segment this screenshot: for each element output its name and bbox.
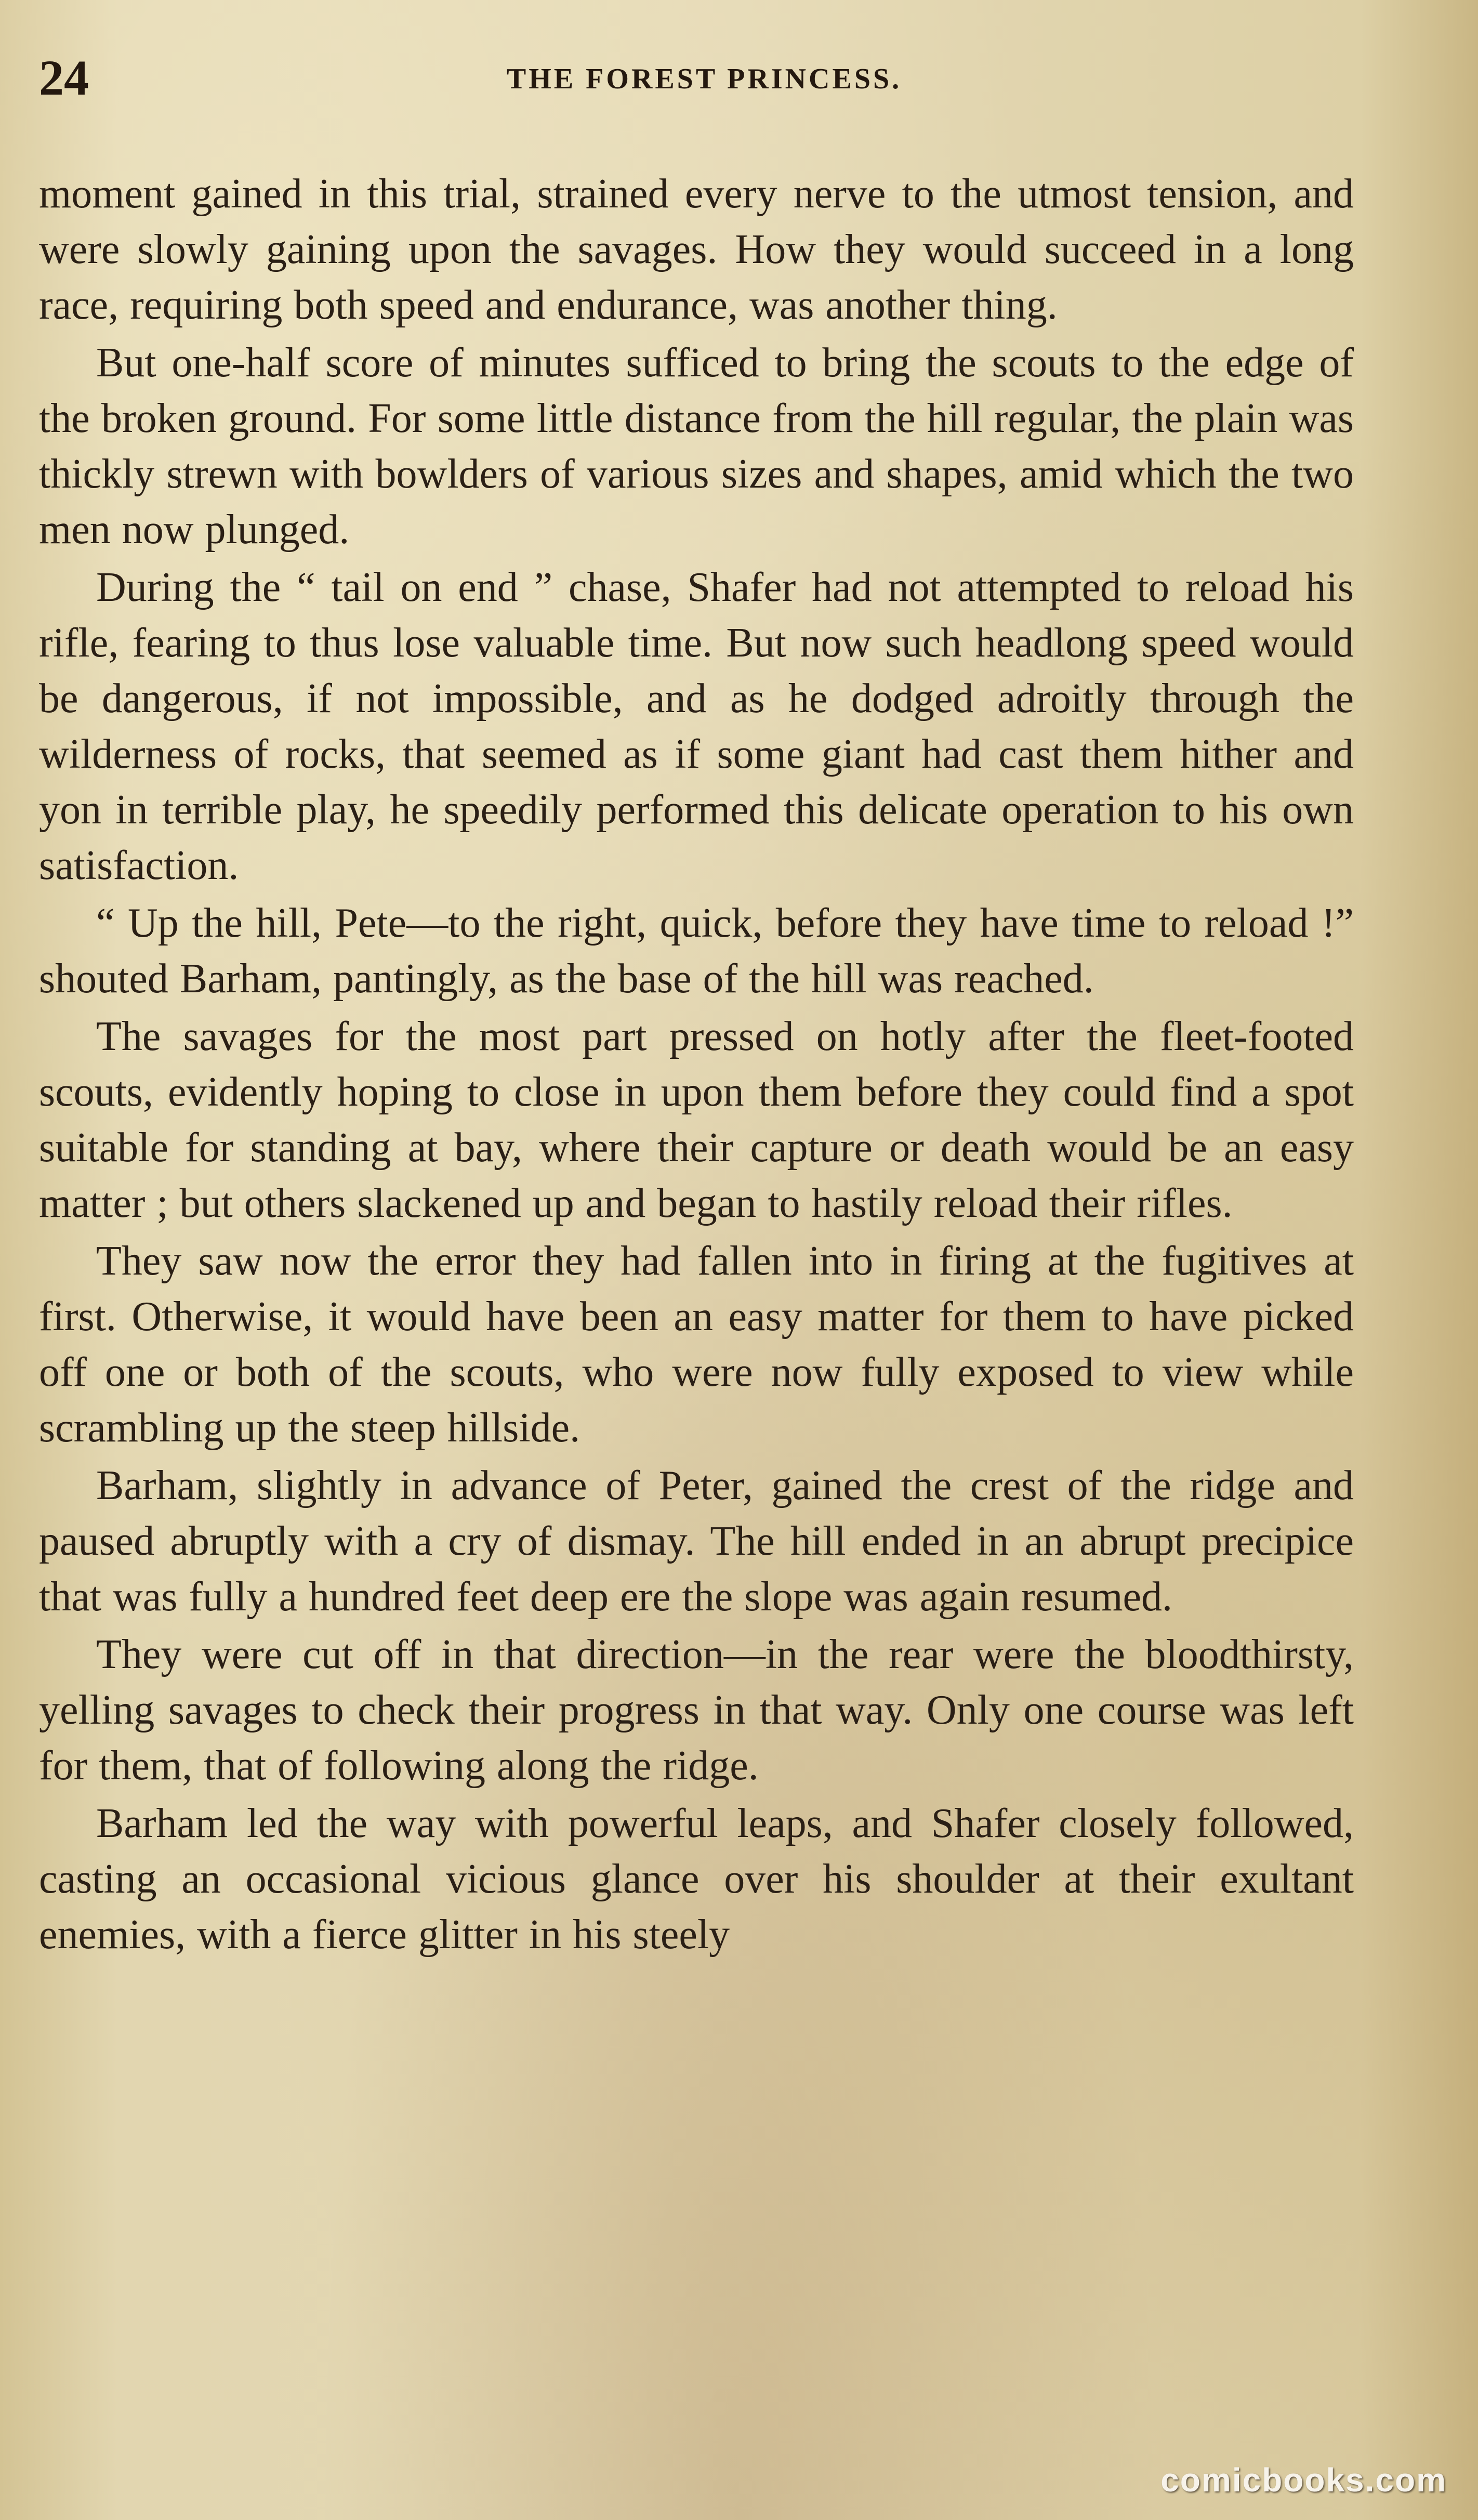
page-header: [39, 49, 1369, 107]
paragraph: Barham, slightly in advance of Peter, gained the crest of the ridge and paused abruptly with a cry of dismay. The hill ended in an abrupt precipice that was fully a hundred feet deep ere the slope was again resumed.: [39, 1463, 1354, 1620]
body-text: [39, 166, 1354, 1965]
running-title: THE FOREST PRINCESS.: [506, 63, 902, 95]
paragraph: They saw now the error they had fallen into in firing at the fugitives at first. Otherwise, it would have been an easy matter for them to have picked off one or both of the scouts, who were now fully exposed to view while scrambling up the steep hillside.: [39, 1238, 1354, 1451]
paragraph: moment gained in this trial, strained every nerve to the utmost tension, and were slowly gaining upon the savages. How they would succeed in a long race, requiring both speed and endurance, was another thing.: [39, 171, 1354, 328]
paragraph: They were cut off in that direction—in the rear were the bloodthirsty, yelling savages to check their progress in that way. Only one course was left for them, that of following along the ridge.: [39, 1632, 1354, 1789]
paragraph: The savages for the most part pressed on hotly after the fleet-footed scouts, evidently hoping to close in upon them before they could find a spot suitable for standing at bay, where their capture or death would be an easy matter ; but others slackened up and began to hastily reload their rifles.: [39, 1014, 1354, 1226]
paragraph: But one-half score of minutes sufficed to bring the scouts to the edge of the broken ground. For some little distance from the hill regular, the plain was thickly strewn with bowlders of various sizes and shapes, amid which the two men now plunged.: [39, 340, 1354, 553]
paragraph: “ Up the hill, Pete—to the right, quick, before they have time to reload !” shouted Barham, pantingly, as the base of the hill was reached.: [39, 900, 1354, 1002]
page-number: 24: [39, 50, 89, 106]
paragraph: During the “ tail on end ” chase, Shafer had not attempted to reload his rifle, fearing to thus lose valuable time. But now such headlong speed would be dangerous, if not impossible, and as he dodged adroitly through the wilderness of rocks, that seemed as if some giant had cast them hither and yon in terrible play, he speedily performed this delicate operation to his own satisfaction.: [39, 565, 1354, 888]
watermark: comicbooks.com: [1160, 2461, 1447, 2499]
paragraph: Barham led the way with powerful leaps, and Shafer closely followed, casting an occasional vicious glance over his shoulder at their exultant enemies, with a fierce glitter in his steely: [39, 1801, 1354, 1958]
